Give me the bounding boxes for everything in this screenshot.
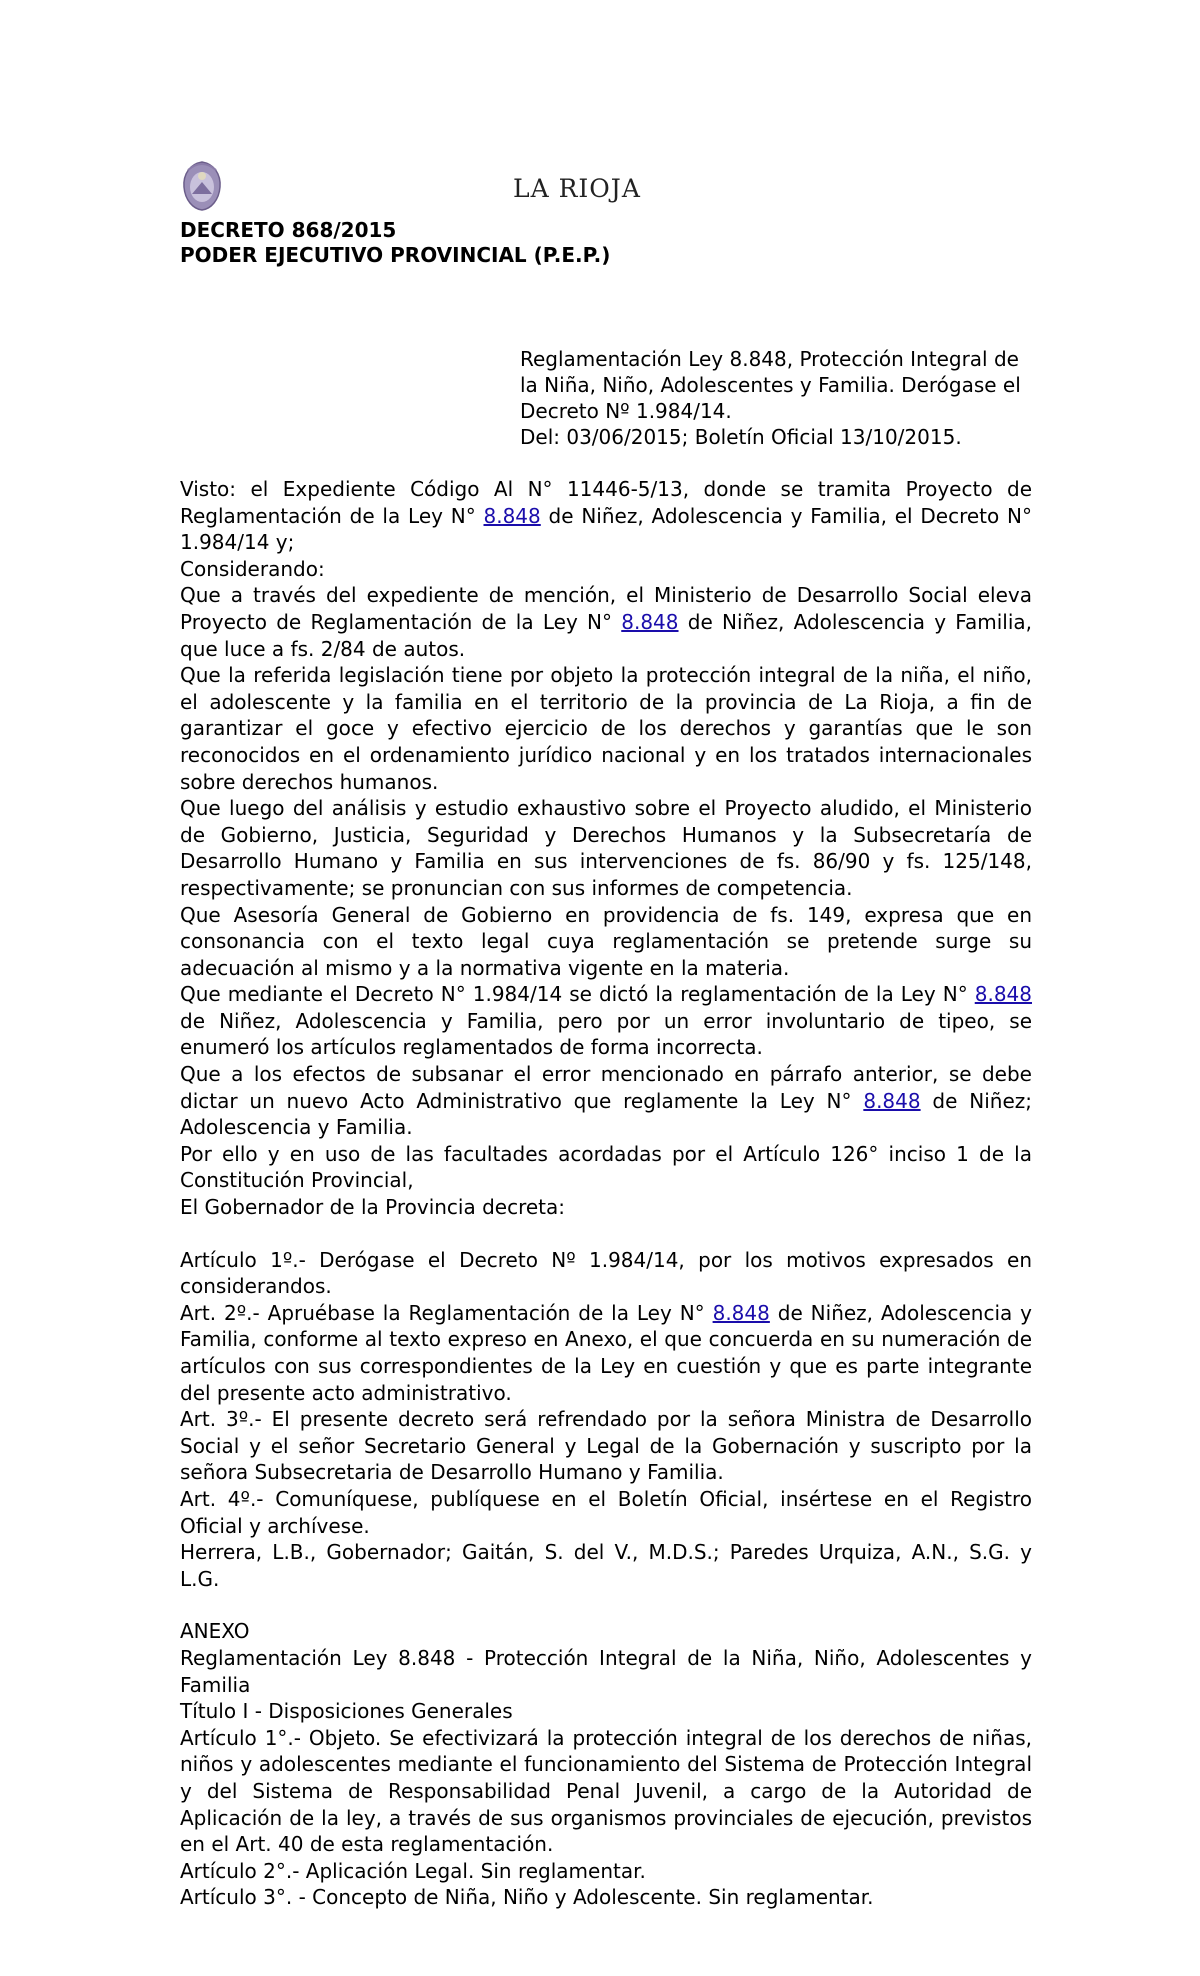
considerando-heading: Considerando: (180, 556, 325, 581)
annex-title: Reglamentación Ley 8.848 - Protección Integral de la Niña, Niño, Adolescentes y Familia (180, 1645, 1032, 1697)
law-8848-link[interactable]: 8.848 (974, 982, 1032, 1007)
text-segment: Visto: el Expediente Código Al N° 11446-5/13, donde se tramita Proyecto de Reglamentación de la Ley N° (180, 477, 1032, 528)
decree-number: DECRETO 868/2015 (180, 218, 397, 242)
text-segment: de Niñez, Adolescencia y Familia, que luce a fs. 2/84 de autos. (180, 609, 1032, 661)
issuing-authority: PODER EJECUTIVO PROVINCIAL (P.E.P.) (180, 243, 611, 267)
text-segment: de Niñez, Adolescencia y Familia, conforme al texto expreso en Anexo, el que concuerda en su numeración de artículos con sus correspondientes de la Ley en cuestión y que es parte integrante del presente acto administrativo. (180, 1300, 1032, 1405)
text-segment: de Niñez, Adolescencia y Familia, el Decreto N° 1.984/14 y; (180, 503, 1032, 555)
text-segment: Que mediante el Decreto N° 1.984/14 se dictó la reglamentación de la Ley N° (180, 982, 975, 1007)
text-segment: de Niñez, Adolescencia y Familia, pero por un error involuntario de tipeo, se enumeró los artículos reglamentados de forma incorrecta. (180, 1008, 1032, 1060)
considerando-paragraph: Por ello y en uso de las facultades acordadas por el Artículo 126° inciso 1 de la Constitución Provincial, (180, 1141, 1032, 1193)
text-segment: de Niñez; Adolescencia y Familia. (180, 1088, 1032, 1140)
summary-line: Decreto Nº 1.984/14. (520, 399, 732, 423)
considerando-paragraph (180, 1061, 1032, 1141)
decree-formula: El Gobernador de la Provincia decreta: (180, 1195, 566, 1220)
law-8848-link[interactable]: 8.848 (712, 1300, 770, 1325)
signatures: Herrera, L.B., Gobernador; Gaitán, S. del V., M.D.S.; Paredes Urquiza, A.N., S.G. y L.G. (180, 1540, 1032, 1591)
decree-body (180, 476, 1032, 1911)
summary-line: la Niña, Niño, Adolescentes y Familia. Derógase el (520, 373, 1021, 397)
annex-article: Artículo 3°. - Concepto de Niña, Niño y Adolescente. Sin reglamentar. (180, 1885, 874, 1910)
considerando-paragraph: Que luego del análisis y estudio exhaustivo sobre el Proyecto aludido, el Ministerio de Gobierno, Justicia, Seguridad y Derechos Humanos y la Subsecretaría de Desarrollo Humano y Familia en sus intervenciones de fs. 86/90 y fs. 125/148, respectivamente; se pronuncian con sus informes de competencia. (180, 796, 1032, 900)
text-segment: Que a los efectos de subsanar el error mencionado en párrafo anterior, se debe dictar un nuevo Acto Administrativo que reglamente la Ley N° (180, 1062, 1032, 1113)
considerando-paragraph: Que la referida legislación tiene por objeto la protección integral de la niña, el niño, el adolescente y la familia en el territorio de la provincia de La Rioja, a fin de garantizar el goce y efectivo ejercicio de los derechos y garantías que le son reconocidos en el ordenamiento jurídico nacional y en los tratados internacionales sobre derechos humanos. (180, 663, 1032, 794)
decree-summary (520, 346, 1032, 450)
spacer (180, 1221, 1032, 1247)
provincial-crest-icon (180, 160, 224, 212)
text-segment: Art. 2º.- Apruébase la Reglamentación de la Ley N° (180, 1300, 713, 1325)
considerando-paragraph: Que Asesoría General de Gobierno en providencia de fs. 149, expresa que en consonancia con el texto legal cuya reglamentación se pretende surge su adecuación al mismo y a la normativa vigente en la materia. (180, 902, 1032, 980)
law-8848-link[interactable]: 8.848 (863, 1088, 921, 1113)
considerando-paragraph (180, 981, 1032, 1061)
article-paragraph (180, 1300, 1032, 1406)
document-header (180, 160, 1032, 218)
law-8848-link[interactable]: 8.848 (483, 503, 541, 528)
article-paragraph: Art. 4º.- Comuníquese, publíquese en el Boletín Oficial, insértese en el Registro Oficial y archívese. (180, 1486, 1032, 1538)
visto-paragraph (180, 476, 1032, 556)
summary-dates: Del: 03/06/2015; Boletín Oficial 13/10/2015. (520, 425, 962, 449)
annex-article: Artículo 1°.- Objeto. Se efectivizará la protección integral de los derechos de niñas, niños y adolescentes mediante el funcionamiento del Sistema de Protección Integral y del Sistema de Responsabilidad Penal Juvenil, a cargo de la Autoridad de Aplicación de la ley, a través de sus organismos provinciales de ejecución, previstos en el Art. 40 de esta reglamentación. (180, 1725, 1032, 1857)
spacer (180, 1592, 1032, 1618)
article-paragraph: Artículo 1º.- Derógase el Decreto Nº 1.984/14, por los motivos expresados en considerandos. (180, 1247, 1032, 1299)
summary-line: Reglamentación Ley 8.848, Protección Integral de (520, 347, 1019, 371)
text-segment: Que a través del expediente de mención, el Ministerio de Desarrollo Social eleva Proyecto de Reglamentación de la Ley N° (180, 583, 1032, 634)
annex-heading: ANEXO (180, 1619, 250, 1644)
annex-article: Artículo 2°.- Aplicación Legal. Sin reglamentar. (180, 1858, 646, 1883)
decree-document (180, 160, 1032, 1911)
article-paragraph: Art. 3º.- El presente decreto será refrendado por la señora Ministra de Desarrollo Social y el señor Secretario General y Legal de la Gobernación y suscripto por la señora Subsecretaria de Desarrollo Humano y Familia. (180, 1407, 1032, 1485)
annex-section-title: Título I - Disposiciones Generales (180, 1699, 513, 1724)
considerando-paragraph (180, 582, 1032, 662)
brand-title: LA RIOJA (513, 174, 641, 203)
law-8848-link[interactable]: 8.848 (621, 609, 679, 634)
